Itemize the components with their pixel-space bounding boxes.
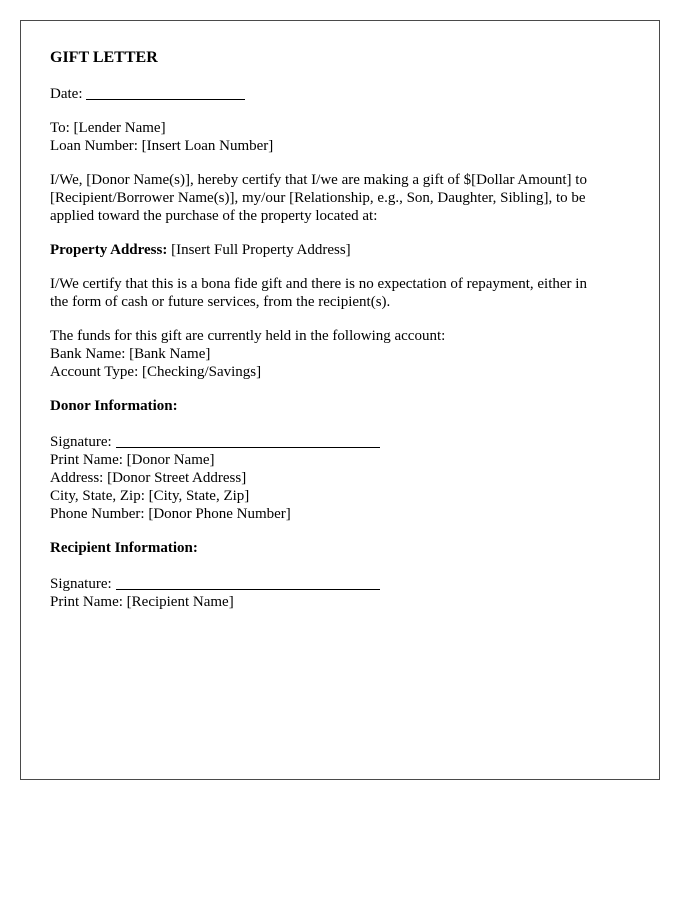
donor-city-state-zip-line: City, State, Zip: [City, State, Zip]: [50, 488, 250, 504]
bona-fide-line: I/We certify that this is a bona fide gift and there is no expectation of repayment, either in: [50, 276, 587, 292]
recipient-signature-field[interactable]: [116, 575, 380, 590]
letter-content: [50, 49, 640, 611]
property-address-section: [50, 241, 640, 259]
loan-number-line: Loan Number: [Insert Loan Number]: [50, 138, 274, 154]
property-address-value: [Insert Full Property Address]: [171, 242, 351, 258]
certify-line: applied toward the purchase of the property located at:: [50, 208, 378, 224]
recipient-heading-section: [50, 539, 640, 557]
donor-address-line: Address: [Donor Street Address]: [50, 470, 247, 486]
spacer: [50, 225, 640, 241]
recipient-details-section: [50, 573, 640, 611]
bona-fide-line: the form of cash or future services, from the recipient(s).: [50, 294, 391, 310]
gift-letter-page: [20, 20, 660, 780]
spacer: [50, 259, 640, 275]
certification-paragraph: [50, 171, 640, 225]
account-type-line: Account Type: [Checking/Savings]: [50, 364, 262, 380]
donor-details-section: [50, 431, 640, 523]
donor-information-heading: Donor Information:: [50, 398, 178, 414]
recipient-lender-section: [50, 119, 640, 155]
recipient-signature-label: Signature:: [50, 576, 112, 592]
donor-print-name-line: Print Name: [Donor Name]: [50, 452, 215, 468]
certify-line: [Recipient/Borrower Name(s)], my/our [Relationship, e.g., Son, Daughter, Sibling], to be: [50, 190, 586, 206]
donor-phone-line: Phone Number: [Donor Phone Number]: [50, 506, 291, 522]
spacer: [50, 557, 640, 573]
spacer: [50, 523, 640, 539]
spacer: [50, 103, 640, 119]
bona-fide-paragraph: [50, 275, 640, 311]
to-line: To: [Lender Name]: [50, 120, 166, 136]
donor-signature-line: [50, 431, 640, 451]
date-blank-field[interactable]: [86, 85, 245, 100]
property-address-line: [50, 241, 640, 259]
donor-heading-section: [50, 397, 640, 415]
date-label: Date:: [50, 86, 83, 102]
date-line: [50, 83, 640, 103]
funds-line: The funds for this gift are currently held in the following account:: [50, 328, 446, 344]
funds-section: [50, 327, 640, 381]
recipient-print-name-line: Print Name: [Recipient Name]: [50, 594, 234, 610]
recipient-signature-line: [50, 573, 640, 593]
date-section: [50, 83, 640, 103]
donor-signature-label: Signature:: [50, 434, 112, 450]
property-address-label: Property Address:: [50, 242, 168, 258]
spacer: [50, 67, 640, 83]
certify-line: I/We, [Donor Name(s)], hereby certify that I/we are making a gift of $[Dollar Amount] to: [50, 172, 587, 188]
bank-name-line: Bank Name: [Bank Name]: [50, 346, 211, 362]
donor-signature-field[interactable]: [116, 433, 380, 448]
letter-title: GIFT LETTER: [50, 49, 158, 66]
recipient-information-heading: Recipient Information:: [50, 540, 198, 556]
spacer: [50, 155, 640, 171]
spacer: [50, 311, 640, 327]
spacer: [50, 415, 640, 431]
spacer: [50, 381, 640, 397]
